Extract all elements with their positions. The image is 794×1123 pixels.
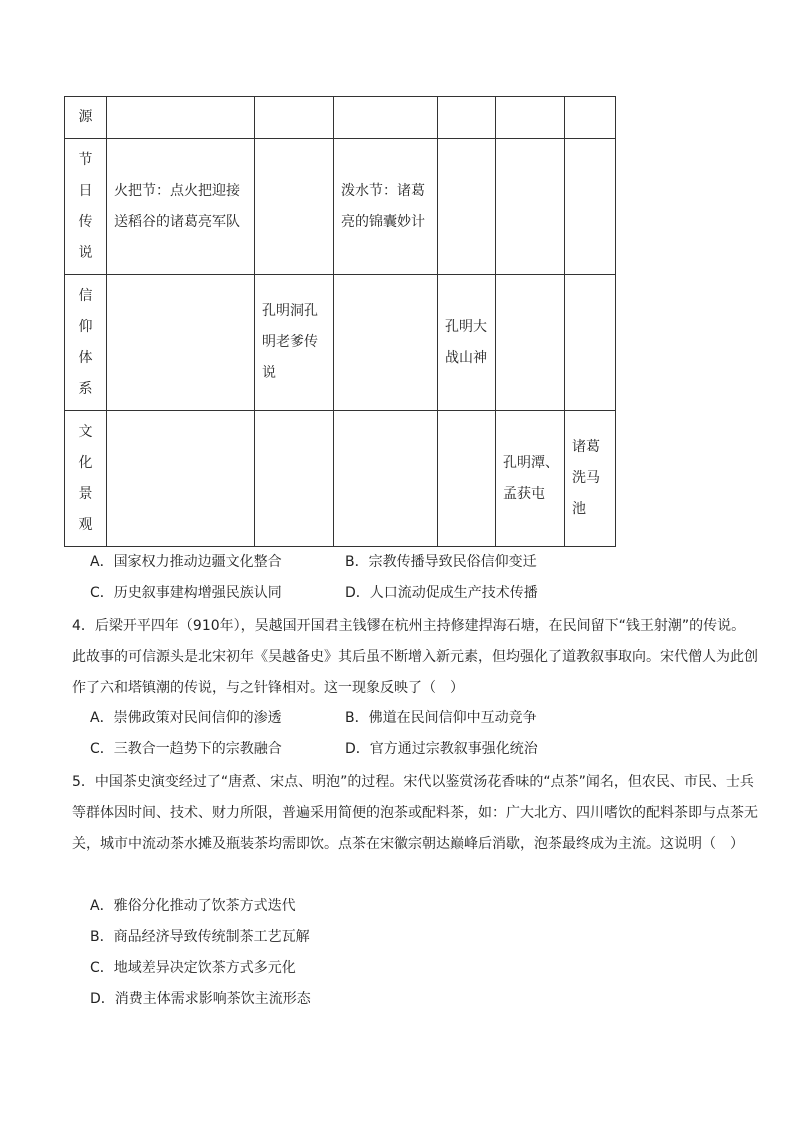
- q5-option-c: C．地域差异决定饮茶方式多元化: [90, 960, 296, 976]
- table-cell: [107, 97, 255, 139]
- culture-table: [64, 96, 616, 547]
- row-header: 信 仰 体 系: [65, 275, 107, 411]
- table-cell: [496, 139, 565, 275]
- table-cell: [107, 275, 255, 411]
- table-cell: [496, 275, 565, 411]
- table-cell: [334, 411, 438, 547]
- q4-stem: 4．后梁开平四年（910年），吴越国开国君主钱镠在杭州主持修建捍海石塘，在民间留下“钱王射潮”的传说。此故事的可信源头是北宋初年《吴越备史》其后虽不断增入新元素，但均强化了道教叙事取向。宋代僧人为此创作了六和塔镇潮的传说，与之针锋相对。这一现象反映了（ ）: [72, 618, 758, 696]
- table-cell: [334, 97, 438, 139]
- table-cell: 诸葛洗马池: [565, 411, 616, 547]
- q4-option-b: B．佛道在民间信仰中互动竞争: [345, 710, 537, 726]
- table-cell: 泼水节：诸葛亮的锦囊妙计: [334, 139, 438, 275]
- q5-option-b: B．商品经济导致传统制茶工艺瓦解: [90, 929, 310, 945]
- q3-option-d: D．人口流动促成生产技术传播: [345, 585, 538, 601]
- table-row: [65, 97, 616, 139]
- table-cell: [438, 411, 496, 547]
- table-cell: 火把节：点火把迎接送稻谷的诸葛亮军队: [107, 139, 255, 275]
- table-cell: [565, 275, 616, 411]
- table-row: [65, 275, 616, 411]
- table-cell: [334, 275, 438, 411]
- table-cell: [255, 411, 334, 547]
- table-cell: 孔明洞孔明老爹传说: [255, 275, 334, 411]
- q4-option-c: C．三教合一趋势下的宗教融合: [90, 741, 282, 757]
- table-row: [65, 139, 616, 275]
- table-cell: [565, 139, 616, 275]
- row-header: 节 日 传 说: [65, 139, 107, 275]
- table-cell: [107, 411, 255, 547]
- table-cell: [438, 139, 496, 275]
- table-row: [65, 411, 616, 547]
- table-cell: [255, 97, 334, 139]
- q3-option-b: B．宗教传播导致民俗信仰变迁: [345, 554, 537, 570]
- table-cell: 孔明潭、孟获屯: [496, 411, 565, 547]
- q4-option-a: A．崇佛政策对民间信仰的渗透: [90, 710, 282, 726]
- q3-option-a: A．国家权力推动边疆文化整合: [90, 554, 282, 570]
- table-cell: 孔明大战山神: [438, 275, 496, 411]
- table-cell: [496, 97, 565, 139]
- q3-option-c: C．历史叙事建构增强民族认同: [90, 585, 282, 601]
- q5-option-a: A．雅俗分化推动了饮茶方式迭代: [90, 898, 296, 914]
- q5-option-d: D．消费主体需求影响茶饮主流形态: [90, 991, 311, 1007]
- row-header: 文 化 景 观: [65, 411, 107, 547]
- table-cell: [565, 97, 616, 139]
- row-header: 源: [65, 97, 107, 139]
- table-cell: [438, 97, 496, 139]
- table-cell: [255, 139, 334, 275]
- q4-option-d: D．官方通过宗教叙事强化统治: [345, 741, 538, 757]
- q5-stem: 5．中国茶史演变经过了“唐煮、宋点、明泡”的过程。宋代以鉴赏汤花香味的“点茶”闻名，但农民、市民、士兵等群体因时间、技术、财力所限，普遍采用简便的泡茶或配料茶，如：广大北方、四川嗜饮的配料茶即与点茶无关，城市中流动茶水摊及瓶装茶均需即饮。点茶在宋徽宗朝达巅峰后消歇，泡茶最终成为主流。这说明（ ）: [72, 774, 758, 852]
